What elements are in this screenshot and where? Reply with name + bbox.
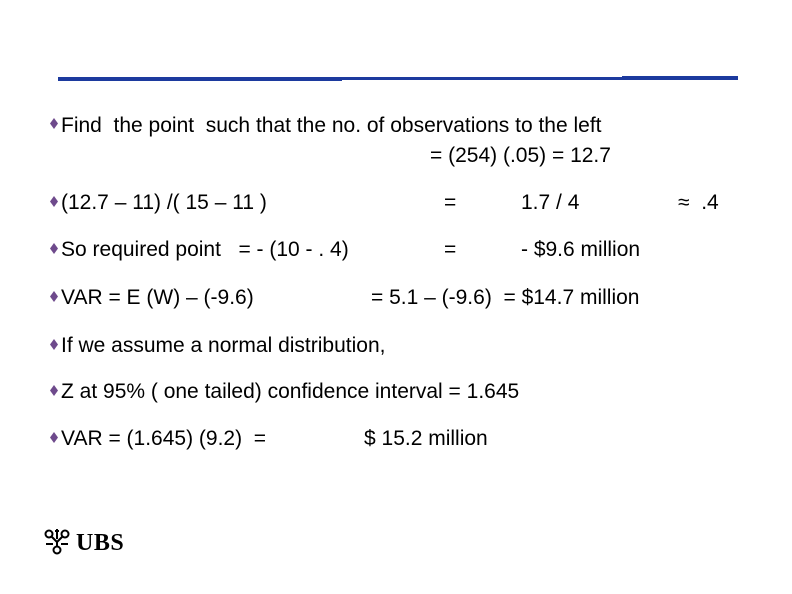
diamond-bullet-icon	[50, 291, 58, 302]
bullet-text-3-expression: So required point = - (10 - . 4)	[61, 238, 349, 261]
bullet-text-7-expression: VAR = (1.645) (9.2) =	[61, 427, 267, 450]
rule-segment-right	[622, 76, 738, 79]
bullet-text-3-result: - $9.6 million	[521, 238, 641, 261]
title-underline-rule	[58, 77, 738, 80]
three-keys-icon	[42, 526, 72, 561]
bullet-text-1-continuation: = (254) (.05) = 12.7	[430, 144, 611, 167]
bullet-text-2-approx: ≈ .4	[678, 191, 719, 214]
diamond-bullet-icon	[50, 432, 58, 443]
diamond-bullet-icon	[50, 196, 58, 207]
bullet-text-5: If we assume a normal distribution,	[61, 334, 386, 357]
bullet-text-2-fraction: 1.7 / 4	[521, 191, 580, 214]
ubs-logo	[42, 528, 124, 558]
bullet-text-1: Find the point such that the no. of observations to the left	[61, 114, 602, 137]
bullet-text-4-result: = 5.1 – (-9.6) = $14.7 million	[371, 286, 640, 309]
bullet-text-2-equals: =	[444, 191, 457, 214]
bullet-text-2-expression: (12.7 – 11) /( 15 – 11 )	[61, 191, 267, 214]
bullet-text-4-expression: VAR = E (W) – (-9.6)	[61, 286, 254, 309]
diamond-bullet-icon	[50, 339, 58, 350]
bullet-text-7-result: $ 15.2 million	[364, 427, 488, 450]
diamond-bullet-icon	[50, 243, 58, 254]
diamond-bullet-icon	[50, 385, 58, 396]
logo-wordmark: UBS	[76, 529, 125, 556]
bullet-text-6: Z at 95% ( one tailed) confidence interval = 1.645	[61, 380, 520, 403]
diamond-bullet-icon	[50, 118, 58, 129]
bullet-text-3-equals: =	[444, 238, 457, 261]
rule-segment-left	[58, 78, 342, 81]
